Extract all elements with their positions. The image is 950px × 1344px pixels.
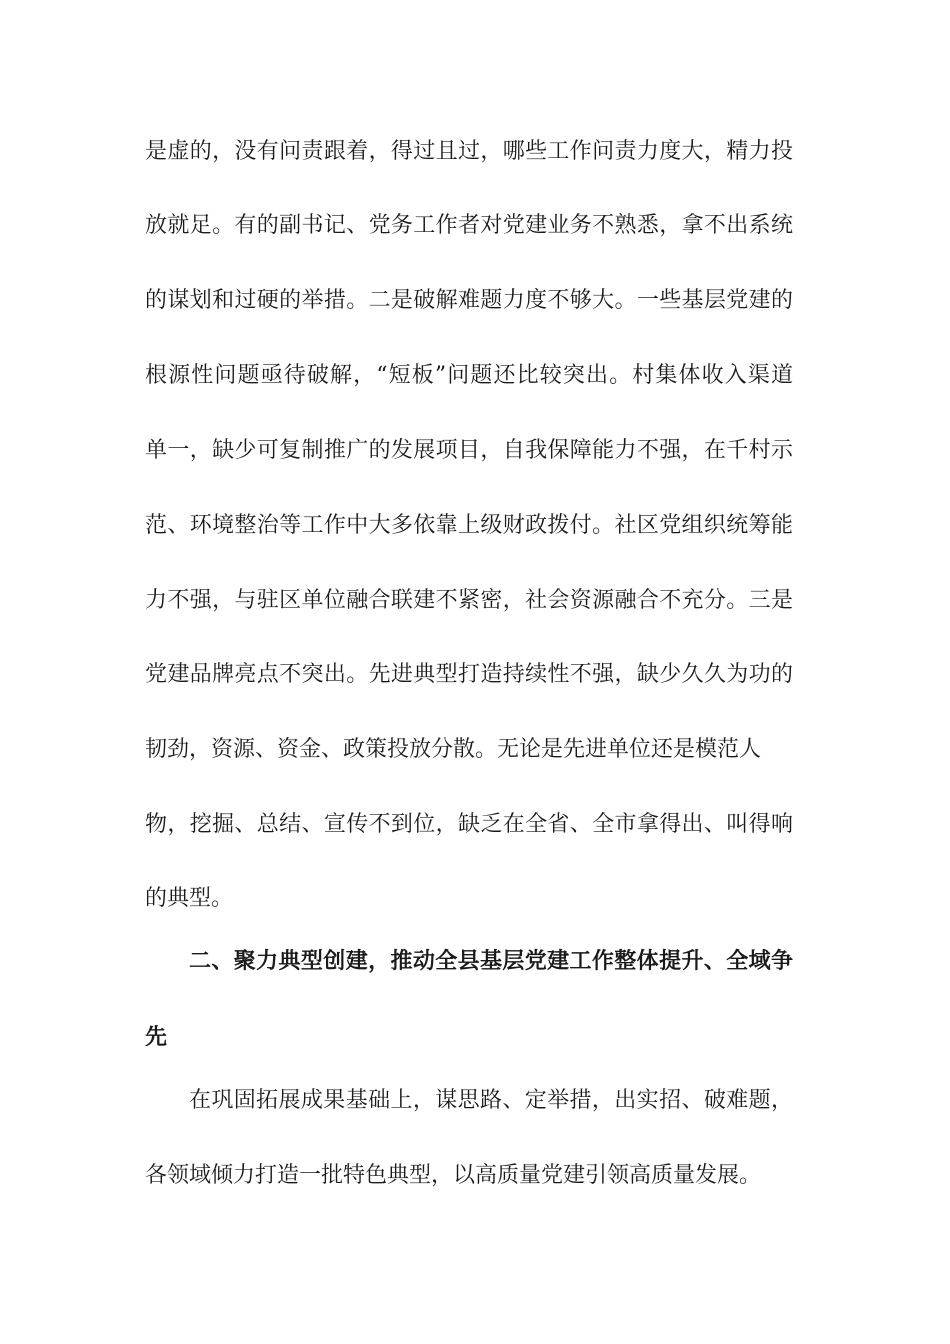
paragraph-line: 力不强，与驻区单位融合联建不紧密，社会资源融合不充分。三是 bbox=[145, 588, 793, 613]
heading-line: 先 bbox=[145, 1025, 168, 1050]
paragraph-line: 是虚的，没有问责跟着，得过且过，哪些工作问责力度大，精力投 bbox=[145, 139, 793, 164]
paragraph-line: 的谋划和过硬的举措。二是破解难题力度不够大。一些基层党建的 bbox=[145, 288, 793, 313]
paragraph-line: 物，挖掘、总结、宣传不到位，缺乏在全省、全市拿得出、叫得响 bbox=[145, 812, 793, 837]
paragraph-line: 党建品牌亮点不突出。先进典型打造持续性不强，缺少久久为功的 bbox=[145, 662, 793, 687]
paragraph-line: 的典型。 bbox=[145, 886, 234, 911]
paragraph-line: 单一，缺少可复制推广的发展项目，自我保障能力不强，在千村示 bbox=[145, 438, 793, 463]
paragraph-line: 放就足。有的副书记、党务工作者对党建业务不熟悉，拿不出系统 bbox=[145, 213, 793, 238]
paragraph-line: 范、环境整治等工作中大多依靠上级财政拨付。社区党组织统筹能 bbox=[145, 513, 793, 538]
heading-line: 二、聚力典型创建，推动全县基层党建工作整体提升、全域争 bbox=[189, 949, 793, 974]
paragraph-line: 在巩固拓展成果基础上，谋思路、定举措，出实招、破难题， bbox=[189, 1088, 793, 1113]
paragraph-line: 各领域倾力打造一批特色典型，以高质量党建引领高质量发展。 bbox=[145, 1163, 762, 1188]
paragraph-line: 根源性问题亟待破解，“短板”问题还比较突出。村集体收入渠道 bbox=[145, 363, 793, 388]
paragraph-line: 韧劲，资源、资金、政策投放分散。无论是先进单位还是模范人 bbox=[145, 737, 762, 762]
